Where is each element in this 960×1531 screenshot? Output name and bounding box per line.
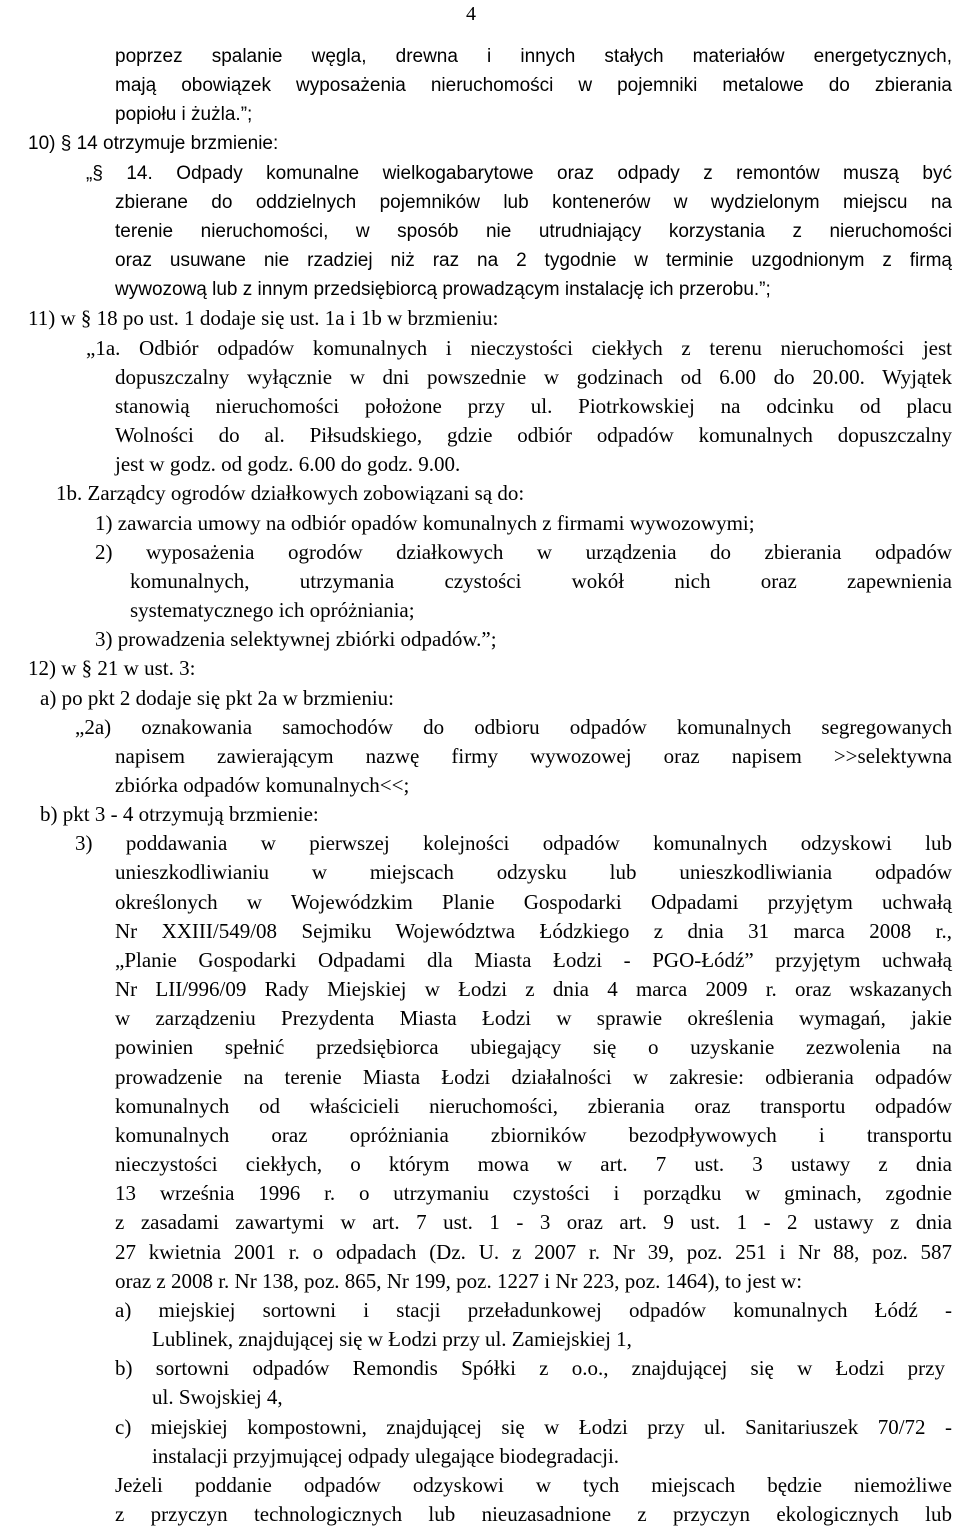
text-line: b) pkt 3 - 4 otrzymują brzmienie: xyxy=(40,802,319,826)
text-line: powinien spełnić przedsiębiorca ubiegający się o uzyskanie zezwolenia na xyxy=(115,1035,952,1059)
text-line: z przyczyn technologicznych lub nieuzasadnione z przyczyn ekologicznych lub xyxy=(115,1502,952,1526)
text-line: ul. Swojskiej 4, xyxy=(152,1385,283,1409)
text-line: 10) § 14 otrzymuje brzmienie: xyxy=(28,133,279,154)
text-line: unieszkodliwianiu w miejscach odzysku lub unieszkodliwiania odpadów xyxy=(115,860,952,884)
text-line: 2) wyposażenia ogrodów działkowych w urządzenia do zbierania odpadów xyxy=(95,540,952,564)
text-line: a) miejskiej sortowni i stacji przeładunkowej odpadów komunalnych Łódź - xyxy=(115,1298,952,1322)
text-line: popiołu i żużla.”; xyxy=(115,104,253,125)
text-line: systematycznego ich opróżniania; xyxy=(130,598,415,622)
text-line: 1b. Zarządcy ogrodów działkowych zobowiązani są do: xyxy=(56,481,525,505)
text-line: komunalnych oraz opróżniania zbiorników bezodpływowych i transportu xyxy=(115,1123,952,1147)
text-line: poprzez spalanie węgla, drewna i innych stałych materiałów energetycznych, xyxy=(115,46,952,67)
text-line: Wolności do al. Piłsudskiego, gdzie odbiór odpadów komunalnych dopuszczalny xyxy=(115,423,952,447)
text-line: określonych w Wojewódzkim Planie Gospodarki Odpadami przyjętym uchwałą xyxy=(115,890,952,914)
text-line: „§ 14. Odpady komunalne wielkogabarytowe oraz odpady z remontów muszą być xyxy=(86,163,952,184)
text-line: b) sortowni odpadów Remondis Spółki z o.o., znajdującej się w Łodzi przy xyxy=(115,1356,945,1380)
text-line: komunalnych, utrzymania czystości wokół nich oraz zapewnienia xyxy=(130,569,952,593)
text-line: c) miejskiej kompostowni, znajdującej się w Łodzi przy ul. Sanitariuszek 70/72 - xyxy=(115,1415,952,1439)
text-line: a) po pkt 2 dodaje się pkt 2a w brzmieniu: xyxy=(40,686,394,710)
text-line: terenie nieruchomości, w sposób nie utrudniający korzystania z nieruchomości xyxy=(115,221,952,242)
text-line: Lublinek, znajdującej się w Łodzi przy ul. Zamiejskiej 1, xyxy=(152,1327,632,1351)
text-line: „2a) oznakowania samochodów do odbioru odpadów komunalnych segregowanych xyxy=(75,715,952,739)
text-line: prowadzenie na terenie Miasta Łodzi działalności w zakresie: odbierania odpadów xyxy=(115,1065,952,1089)
text-line: 3) prowadzenia selektywnej zbiórki odpadów.”; xyxy=(95,627,497,651)
text-line: 27 kwietnia 2001 r. o odpadach (Dz. U. z 2007 r. Nr 39, poz. 251 i Nr 88, poz. 587 xyxy=(115,1240,952,1264)
text-line: nieczystości ciekłych, o którym mowa w art. 7 ust. 3 ustawy z dnia xyxy=(115,1152,952,1176)
text-line: Jeżeli poddanie odpadów odzyskowi w tych miejscach będzie niemożliwe xyxy=(115,1473,952,1497)
page-number: 4 xyxy=(466,3,476,25)
text-line: 11) w § 18 po ust. 1 dodaje się ust. 1a i 1b w brzmieniu: xyxy=(28,306,499,330)
text-line: oraz usuwane nie rzadziej niż raz na 2 tygodnie w terminie uzgodnionym z firmą xyxy=(115,250,952,271)
text-line: komunalnych od właścicieli nieruchomości, zbierania oraz transportu odpadów xyxy=(115,1094,952,1118)
text-line: „1a. Odbiór odpadów komunalnych i nieczystości ciekłych z terenu nieruchomości jest xyxy=(86,336,952,360)
text-line: dopuszczalny wyłącznie w dni powszednie w godzinach od 6.00 do 20.00. Wyjątek xyxy=(115,365,952,389)
text-line: Nr LII/996/09 Rady Miejskiej w Łodzi z dnia 4 marca 2009 r. oraz wskazanych xyxy=(115,977,952,1001)
text-line: 3) poddawania w pierwszej kolejności odpadów komunalnych odzyskowi lub xyxy=(75,831,952,855)
text-line: wywozową lub z innym przedsiębiorcą prowadzącym instalację ich przerobu.”; xyxy=(115,279,771,300)
text-line: stanowią nieruchomości położone przy ul. Piotrkowskiej na odcinku od placu xyxy=(115,394,952,418)
text-line: „Planie Gospodarki Odpadami dla Miasta Łodzi - PGO-Łódź” przyjętym uchwałą xyxy=(115,948,952,972)
text-line: jest w godz. od godz. 6.00 do godz. 9.00. xyxy=(115,452,461,476)
text-line: napisem zawierającym nazwę firmy wywozowej oraz napisem >>selektywna xyxy=(115,744,952,768)
text-line: zbierane do oddzielnych pojemników lub kontenerów w wydzielonym miejscu na xyxy=(115,192,952,213)
text-line: 1) zawarcia umowy na odbiór opadów komunalnych z firmami wywozowymi; xyxy=(95,511,755,535)
text-line: Nr XXIII/549/08 Sejmiku Województwa Łódzkiego z dnia 31 marca 2008 r., xyxy=(115,919,952,943)
text-line: w zarządzeniu Prezydenta Miasta Łodzi w sprawie określenia wymagań, jakie xyxy=(115,1006,952,1030)
text-line: zbiórka odpadów komunalnych<<; xyxy=(115,773,410,797)
text-line: oraz z 2008 r. Nr 138, poz. 865, Nr 199, poz. 1227 i Nr 223, poz. 1464), to jest w: xyxy=(115,1269,803,1293)
text-line: 13 września 1996 r. o utrzymaniu czystości i porządku w gminach, zgodnie xyxy=(115,1181,952,1205)
text-line: 12) w § 21 w ust. 3: xyxy=(28,656,196,680)
text-line: mają obowiązek wyposażenia nieruchomości w pojemniki metalowe do zbierania xyxy=(115,75,952,96)
text-line: z zasadami zawartymi w art. 7 ust. 1 - 3 oraz art. 9 ust. 1 - 2 ustawy z dnia xyxy=(115,1210,952,1234)
text-line: instalacji przyjmującej odpady ulegające biodegradacji. xyxy=(152,1444,620,1468)
